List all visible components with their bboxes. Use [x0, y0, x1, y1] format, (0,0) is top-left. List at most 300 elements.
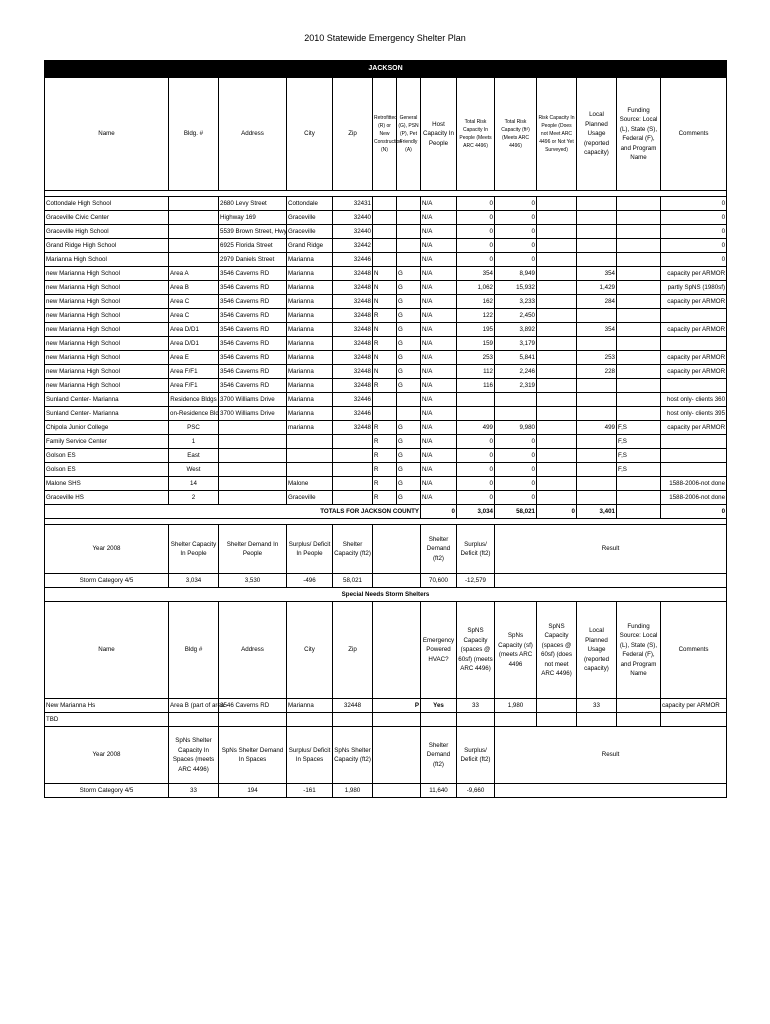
shelter-table: [44, 60, 727, 798]
cell-risk-ft: 3,179: [495, 337, 537, 351]
cell-risk: 0: [457, 211, 495, 225]
cell-local: [577, 337, 617, 351]
cell-risk-ft: 0: [495, 477, 537, 491]
cell-address: 2979 Daniels Street: [219, 253, 287, 267]
cell-risk-cap: [537, 323, 577, 337]
cell-address: 3700 Williams Drive: [219, 393, 287, 407]
cell-address: 3546 Caverns RD: [219, 267, 287, 281]
cell-gp: G: [397, 379, 421, 393]
cell-risk-cap: [537, 393, 577, 407]
cell-host: N/A: [421, 281, 457, 295]
sn-cell-comments: capacity per ARMOR: [661, 699, 727, 713]
cell-name: new Marianna High School: [45, 337, 169, 351]
cell-risk-cap: [537, 365, 577, 379]
cell-comments: capacity per ARMOR: [661, 421, 727, 435]
cell-city: Marianna: [287, 295, 333, 309]
sn-cell-address: 3546 Caverns RD: [219, 699, 287, 713]
table-row: [45, 281, 727, 295]
cell-name: Grand Ridge High School: [45, 239, 169, 253]
cell-rn: [373, 211, 397, 225]
table-header: [45, 78, 727, 191]
cell-city: Marianna: [287, 393, 333, 407]
cell-risk: 162: [457, 295, 495, 309]
cell-risk-cap: [537, 337, 577, 351]
table-row: [45, 211, 727, 225]
cell-funding: F,S: [617, 421, 661, 435]
cell-city: [287, 463, 333, 477]
cell-zip: [333, 463, 373, 477]
cell-zip: 32442: [333, 239, 373, 253]
cell-risk: 0: [457, 449, 495, 463]
cell-zip: 32448: [333, 281, 373, 295]
sn-cell-cap-sf: [495, 713, 537, 727]
cell-name: new Marianna High School: [45, 295, 169, 309]
cell-name: Sunland Center- Marianna: [45, 407, 169, 421]
cell-rn: [373, 393, 397, 407]
cell-bldg: [169, 225, 219, 239]
table-row: [45, 351, 727, 365]
cell-name: Golson ES: [45, 449, 169, 463]
cell-address: 5539 Brown Street, Hwy: [219, 225, 287, 239]
cell-zip: 32431: [333, 197, 373, 211]
cell-risk: 0: [457, 477, 495, 491]
cell-risk-cap: [537, 267, 577, 281]
cell-comments: partly SpNS (1980sf): [661, 281, 727, 295]
sn-cell-zip: [333, 713, 373, 727]
cell-rn: R: [373, 309, 397, 323]
cell-risk-cap: [537, 491, 577, 505]
cell-name: Marianna High School: [45, 253, 169, 267]
cell-local: 284: [577, 295, 617, 309]
cell-bldg: [169, 239, 219, 253]
cell-host: N/A: [421, 239, 457, 253]
cell-name: new Marianna High School: [45, 379, 169, 393]
cell-address: 3700 Williams Drive: [219, 407, 287, 421]
cell-risk-ft: 0: [495, 491, 537, 505]
cell-zip: 32448: [333, 337, 373, 351]
cell-address: 6925 Florida Street: [219, 239, 287, 253]
table-row: [45, 393, 727, 407]
cell-zip: 32448: [333, 295, 373, 309]
cell-gp: G: [397, 421, 421, 435]
cell-comments: host only- clients 360: [661, 393, 727, 407]
sn-cell-local: [577, 713, 617, 727]
cell-funding: [617, 323, 661, 337]
cell-risk-ft: 5,841: [495, 351, 537, 365]
cell-comments: capacity per ARMOR: [661, 267, 727, 281]
cell-local: 499: [577, 421, 617, 435]
cell-funding: [617, 267, 661, 281]
cell-risk-cap: [537, 281, 577, 295]
header-total-risk-ft: Total Risk Capacity (ft²) (Meets ARC 4496): [495, 78, 537, 191]
cell-city: Marianna: [287, 309, 333, 323]
cell-bldg: Area A: [169, 267, 219, 281]
sn-cell-funding: [617, 713, 661, 727]
cell-risk-ft: 0: [495, 211, 537, 225]
cell-city: [287, 449, 333, 463]
cell-gp: G: [397, 463, 421, 477]
cell-city: Grand Ridge: [287, 239, 333, 253]
cell-risk: 159: [457, 337, 495, 351]
cell-bldg: 14: [169, 477, 219, 491]
cell-gp: G: [397, 491, 421, 505]
cell-city: Marianna: [287, 365, 333, 379]
special-header: Name Bldg # Address City Zip Emergency Powered HVAC? SpNS Capacity (spaces @ 60sf) (meets ARC 4496) SpNs Capacity (sf) (meets ARC 4496 SpNS Capacity (spaces @ 60sf) (does not meet ARC 4496) Local Planned Usage (reported capacity) Funding Source: Local (L), State (S), Federal (F), and Program Name Comments: [45, 602, 727, 699]
cell-comments: capacity per ARMOR: [661, 351, 727, 365]
cell-funding: [617, 309, 661, 323]
cell-address: 3546 Caverns RD: [219, 365, 287, 379]
cell-risk-ft: 8,949: [495, 267, 537, 281]
cell-risk-cap: [537, 309, 577, 323]
cell-zip: 32446: [333, 407, 373, 421]
cell-risk-cap: [537, 463, 577, 477]
cell-zip: 32448: [333, 323, 373, 337]
cell-city: Marianna: [287, 379, 333, 393]
cell-risk-ft: 9,980: [495, 421, 537, 435]
cell-bldg: Area D/D1: [169, 337, 219, 351]
header-zip: Zip: [333, 78, 373, 191]
sn-cell-zip: 32448: [333, 699, 373, 713]
cell-risk-cap: [537, 197, 577, 211]
cell-risk: 195: [457, 323, 495, 337]
cell-risk-cap: [537, 295, 577, 309]
cell-address: 3546 Caverns RD: [219, 379, 287, 393]
cell-host: N/A: [421, 435, 457, 449]
cell-risk: 0: [457, 197, 495, 211]
sn-cell-cap: [457, 713, 495, 727]
cell-host: N/A: [421, 463, 457, 477]
cell-rn: [373, 407, 397, 421]
table-row: [45, 491, 727, 505]
cell-city: Cottondale: [287, 197, 333, 211]
cell-comments: [661, 449, 727, 463]
header-city: City: [287, 78, 333, 191]
sn-cell-name: TBD: [45, 713, 169, 727]
cell-host: N/A: [421, 225, 457, 239]
page-title: 2010 Statewide Emergency Shelter Plan: [304, 33, 466, 43]
cell-local: 253: [577, 351, 617, 365]
cell-host: N/A: [421, 421, 457, 435]
cell-comments: 0: [661, 225, 727, 239]
county-band: JACKSON: [45, 61, 727, 78]
cell-address: Highway 169: [219, 211, 287, 225]
totals-label: TOTALS FOR JACKSON COUNTY: [45, 505, 421, 519]
sn-cell-bldg: [169, 713, 219, 727]
cell-risk-cap: [537, 351, 577, 365]
cell-address: 3546 Caverns RD: [219, 337, 287, 351]
table-row: [45, 253, 727, 267]
cell-address: [219, 435, 287, 449]
cell-bldg: Area C: [169, 309, 219, 323]
cell-comments: [661, 435, 727, 449]
cell-host: N/A: [421, 295, 457, 309]
cell-rn: N: [373, 323, 397, 337]
header-local-planned: Local Planned Usage (reported capacity): [577, 78, 617, 191]
cell-rn: [373, 225, 397, 239]
cell-funding: F,S: [617, 435, 661, 449]
cell-local: [577, 253, 617, 267]
cell-funding: [617, 239, 661, 253]
cell-local: [577, 211, 617, 225]
cell-address: [219, 449, 287, 463]
cell-bldg: Area F/F1: [169, 365, 219, 379]
cell-gp: G: [397, 337, 421, 351]
cell-bldg: Area B: [169, 281, 219, 295]
table-row: [45, 421, 727, 435]
cell-name: Golson ES: [45, 463, 169, 477]
cell-comments: 1588-2006-not done: [661, 477, 727, 491]
cell-funding: [617, 407, 661, 421]
cell-city: Graceville: [287, 225, 333, 239]
sn-cell-flag: P: [373, 699, 421, 713]
cell-rn: [373, 239, 397, 253]
cell-risk-ft: 0: [495, 239, 537, 253]
list-item: [45, 713, 727, 727]
cell-funding: [617, 225, 661, 239]
cell-zip: [333, 477, 373, 491]
special-needs-band: Special Needs Storm Shelters: [45, 588, 727, 602]
cell-zip: [333, 449, 373, 463]
cell-address: 3546 Caverns RD: [219, 309, 287, 323]
cell-bldg: 1: [169, 435, 219, 449]
cell-funding: [617, 197, 661, 211]
cell-city: Marianna: [287, 351, 333, 365]
cell-risk-cap: [537, 211, 577, 225]
cell-zip: 32448: [333, 365, 373, 379]
cell-local: 354: [577, 267, 617, 281]
header-host: Host Capacity In People: [421, 78, 457, 191]
cell-address: 3546 Caverns RD: [219, 351, 287, 365]
cell-risk: 0: [457, 463, 495, 477]
header-comments: Comments: [661, 78, 727, 191]
cell-comments: [661, 463, 727, 477]
sn-cell-hvac: [421, 713, 457, 727]
header-address: Address: [219, 78, 287, 191]
cell-rn: R: [373, 379, 397, 393]
cell-local: 228: [577, 365, 617, 379]
table-row: [45, 267, 727, 281]
cell-rn: R: [373, 463, 397, 477]
cell-risk-ft: 15,932: [495, 281, 537, 295]
cell-rn: R: [373, 477, 397, 491]
header-bldg: Bldg. #: [169, 78, 219, 191]
cell-risk-cap: [537, 225, 577, 239]
cell-funding: [617, 281, 661, 295]
table-row: [45, 477, 727, 491]
cell-local: [577, 393, 617, 407]
cell-address: [219, 463, 287, 477]
cell-address: 3546 Caverns RD: [219, 323, 287, 337]
cell-risk-cap: [537, 435, 577, 449]
cell-bldg: [169, 197, 219, 211]
table-row: [45, 435, 727, 449]
cell-risk-ft: 2,319: [495, 379, 537, 393]
sn-summary-header: Year 2008 SpNs Shelter Capacity In Spaces (meets ARC 4496) SpNs Shelter Demand In Spaces Surplus/ Deficit In Spaces SpNs Shelter Capacity (ft2) Shelter Demand (ft2) Surplus/ Deficit (ft2) Result: [45, 727, 727, 784]
cell-risk-ft: 0: [495, 225, 537, 239]
cell-zip: 32440: [333, 225, 373, 239]
cell-local: [577, 197, 617, 211]
cell-host: N/A: [421, 211, 457, 225]
cell-address: [219, 421, 287, 435]
cell-local: [577, 477, 617, 491]
cell-rn: N: [373, 295, 397, 309]
cell-risk: 0: [457, 225, 495, 239]
cell-address: 3546 Caverns RD: [219, 295, 287, 309]
cell-rn: N: [373, 281, 397, 295]
cell-funding: [617, 295, 661, 309]
cell-local: 1,429: [577, 281, 617, 295]
sn-cell-name: New Marianna Hs: [45, 699, 169, 713]
cell-host: N/A: [421, 477, 457, 491]
cell-bldg: East: [169, 449, 219, 463]
cell-rn: N: [373, 267, 397, 281]
cell-host: N/A: [421, 337, 457, 351]
cell-local: [577, 239, 617, 253]
cell-comments: 0: [661, 197, 727, 211]
table-row: [45, 197, 727, 211]
cell-zip: [333, 435, 373, 449]
cell-host: N/A: [421, 365, 457, 379]
cell-funding: [617, 491, 661, 505]
cell-gp: G: [397, 309, 421, 323]
cell-host: N/A: [421, 253, 457, 267]
table-row: [45, 365, 727, 379]
cell-address: 3546 Caverns RD: [219, 281, 287, 295]
cell-comments: [661, 337, 727, 351]
cell-host: N/A: [421, 267, 457, 281]
cell-comments: host only- clients 395: [661, 407, 727, 421]
cell-host: N/A: [421, 197, 457, 211]
cell-zip: 32446: [333, 253, 373, 267]
cell-gp: [397, 239, 421, 253]
cell-bldg: 2: [169, 491, 219, 505]
cell-risk: 116: [457, 379, 495, 393]
cell-rn: R: [373, 421, 397, 435]
cell-zip: 32440: [333, 211, 373, 225]
sn-cell-city: [287, 713, 333, 727]
cell-comments: [661, 379, 727, 393]
cell-host: N/A: [421, 379, 457, 393]
cell-risk: 0: [457, 253, 495, 267]
cell-funding: [617, 365, 661, 379]
cell-comments: 1588-2006-not done: [661, 491, 727, 505]
shelter-rows: [45, 197, 727, 505]
cell-bldg: PSC: [169, 421, 219, 435]
cell-risk-cap: [537, 477, 577, 491]
cell-risk-ft: 2,450: [495, 309, 537, 323]
sn-cell-bldg: Area B (part of area: [169, 699, 219, 713]
sn-cell-cap-not: [537, 713, 577, 727]
cell-bldg: Area D/D1: [169, 323, 219, 337]
cell-gp: G: [397, 295, 421, 309]
cell-name: Cottondale High School: [45, 197, 169, 211]
cell-bldg: [169, 253, 219, 267]
cell-risk-cap: [537, 253, 577, 267]
cell-zip: 32448: [333, 267, 373, 281]
cell-rn: [373, 197, 397, 211]
cell-risk: 0: [457, 491, 495, 505]
cell-gp: [397, 253, 421, 267]
cell-name: Graceville HS: [45, 491, 169, 505]
sn-cell-hvac: Yes: [421, 699, 457, 713]
cell-city: Marianna: [287, 253, 333, 267]
cell-rn: N: [373, 365, 397, 379]
cell-funding: [617, 477, 661, 491]
cell-risk: 0: [457, 435, 495, 449]
header-general: General (G), PSN (P), Pet Friendly (A): [397, 78, 421, 191]
sn-cell-cap: 33: [457, 699, 495, 713]
cell-city: [287, 435, 333, 449]
cell-host: N/A: [421, 323, 457, 337]
cell-name: new Marianna High School: [45, 351, 169, 365]
cell-gp: G: [397, 281, 421, 295]
cell-zip: 32448: [333, 309, 373, 323]
sn-cell-local: 33: [577, 699, 617, 713]
cell-name: new Marianna High School: [45, 323, 169, 337]
cell-risk: 354: [457, 267, 495, 281]
cell-local: [577, 309, 617, 323]
cell-gp: [397, 197, 421, 211]
cell-rn: R: [373, 449, 397, 463]
cell-risk: 1,062: [457, 281, 495, 295]
table-row: [45, 323, 727, 337]
cell-risk: 499: [457, 421, 495, 435]
cell-comments: capacity per ARMOR: [661, 323, 727, 337]
cell-local: [577, 491, 617, 505]
cell-gp: G: [397, 435, 421, 449]
cell-risk-ft: 0: [495, 463, 537, 477]
header-total-risk: Total Risk Capacity In People (Meets ARC 4496): [457, 78, 495, 191]
cell-name: new Marianna High School: [45, 267, 169, 281]
cell-risk-ft: [495, 407, 537, 421]
cell-gp: G: [397, 323, 421, 337]
cell-local: [577, 463, 617, 477]
cell-city: Marianna: [287, 407, 333, 421]
sn-summary-row: Storm Category 4/5 33 194 -161 1,980 11,640 -9,660: [45, 784, 727, 798]
cell-bldg: West: [169, 463, 219, 477]
cell-risk-ft: [495, 393, 537, 407]
cell-city: Marianna: [287, 267, 333, 281]
cell-comments: capacity per ARMOR: [661, 295, 727, 309]
cell-local: [577, 407, 617, 421]
cell-local: [577, 225, 617, 239]
cell-name: new Marianna High School: [45, 309, 169, 323]
cell-comments: 0: [661, 253, 727, 267]
cell-risk-ft: 0: [495, 197, 537, 211]
sn-cell-funding: [617, 699, 661, 713]
sn-cell-cap-not: [537, 699, 577, 713]
cell-bldg: [169, 211, 219, 225]
cell-city: Graceville: [287, 491, 333, 505]
cell-name: new Marianna High School: [45, 281, 169, 295]
cell-zip: 32448: [333, 379, 373, 393]
cell-city: Marianna: [287, 323, 333, 337]
cell-bldg: on-Residence Bld: [169, 407, 219, 421]
cell-host: N/A: [421, 407, 457, 421]
header-name: Name: [45, 78, 169, 191]
cell-gp: G: [397, 477, 421, 491]
header-retrofit: Retrofitted (R) or New Construction (N): [373, 78, 397, 191]
cell-gp: [397, 393, 421, 407]
cell-funding: [617, 211, 661, 225]
cell-comments: capacity per ARMOR: [661, 365, 727, 379]
cell-risk-ft: 0: [495, 435, 537, 449]
cell-gp: [397, 407, 421, 421]
cell-zip: 32446: [333, 393, 373, 407]
cell-city: marianna: [287, 421, 333, 435]
cell-risk-ft: 2,246: [495, 365, 537, 379]
cell-zip: 32448: [333, 421, 373, 435]
